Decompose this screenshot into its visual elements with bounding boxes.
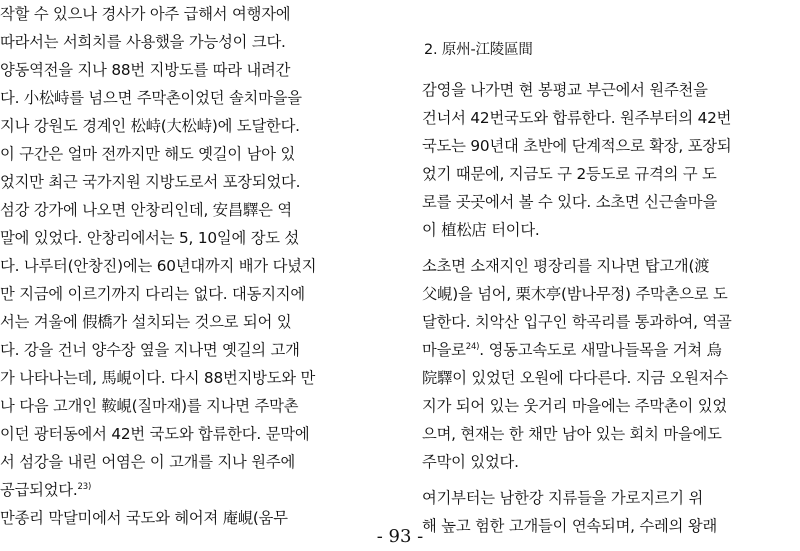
text-line: 로를 곳곳에서 볼 수 있다. 소초면 신근솔마을	[422, 193, 718, 211]
paragraph	[0, 196, 380, 504]
text-line: 으며, 현재는 한 채만 남아 있는 회치 마을에도	[422, 425, 722, 443]
text-line: 말에 있었다. 안창리에서는 5, 10일에 장도 섰	[0, 229, 300, 247]
text-line: 다. 강을 건너 양수장 옆을 지나면 옛길의 고개	[0, 341, 300, 359]
paragraph	[0, 0, 380, 56]
text-line: 서 섬강을 내린 어염은 이 고개를 지나 원주에	[0, 453, 296, 471]
text-line: 지나 강원도 경계인 松峙(大松峙)에 도달한다.	[0, 117, 300, 135]
text-line: 주막이 있었다.	[422, 453, 519, 471]
text-line: 나 다음 고개인 鞍峴(질마재)를 지나면 주막촌	[0, 397, 299, 415]
text-line: 따라서는 서희치를 사용했을 가능성이 크다.	[0, 33, 286, 51]
text-line: 다. 나루터(안창진)에는 60년대까지 배가 다녔지	[0, 257, 317, 275]
text-line: 양동역전을 지나 88번 지방도를 따라 내려간	[0, 61, 291, 79]
paragraph-gap	[422, 476, 800, 484]
text-line: 달한다. 치악산 입구인 학곡리를 통과하여, 역골	[422, 313, 732, 331]
text-line: 었기 때문에, 지금도 구 2등도로 규격의 구 도	[422, 165, 717, 183]
footnote-marker: 24)	[465, 341, 480, 352]
page-number: - 93 -	[376, 526, 424, 547]
text-line: 이 구간은 얼마 전까지만 해도 옛길이 남아 있	[0, 145, 296, 163]
text-fragment: 공급되었다.	[0, 481, 78, 499]
text-line: 작할 수 있으나 경사가 아주 급해서 여행자에	[0, 5, 291, 23]
text-line: 었지만 최근 국가지원 지방도로서 포장되었다.	[0, 173, 301, 191]
text-line: 만종리 막달미에서 국도와 헤어져 庵峴(움무	[0, 509, 288, 527]
paragraph	[0, 56, 380, 196]
text-line: 지가 되어 있는 웃거리 마을에는 주막촌이 있었	[422, 397, 727, 415]
text-line: 서는 겨울에 假橋가 설치되는 것으로 되어 있	[0, 313, 292, 331]
paragraph	[422, 252, 800, 476]
text-line: 소초면 소재지인 평장리를 지나면 탑고개(渡	[422, 257, 710, 275]
text-line: 마을로$^{24)}$. 영동고속도로 새말나들목을 거쳐 烏	[422, 341, 722, 359]
text-line: 父峴)을 넘어, 栗木亭(밤나무정) 주막촌으로 도	[422, 285, 728, 303]
left-column	[0, 0, 380, 532]
section-heading: 2. 原州-江陵區間	[424, 42, 533, 58]
text-fragment: 영동고속도로 새말나들목을 거쳐 烏	[488, 341, 722, 359]
text-line: 섬강 강가에 나오면 안창리인데, 安昌驛은 역	[0, 201, 292, 219]
text-line	[0, 476, 380, 504]
text-line: 이던 광터동에서 42번 국도와 합류한다. 문막에	[0, 425, 310, 443]
text-fragment: 마을로	[422, 341, 466, 359]
right-column	[422, 38, 800, 540]
text-line: 여기부터는 남한강 지류들을 가로지르기 위	[422, 489, 704, 507]
text-line: 만 지금에 이르기까지 다리는 없다. 대동지지에	[0, 285, 305, 303]
text-line: 해 높고 험한 고개들이 연속되며, 수레의 왕래	[422, 517, 718, 535]
paragraph	[422, 76, 800, 244]
text-line: 가 나타나는데, 馬峴이다. 다시 88번지방도와 만	[0, 369, 316, 387]
text-line: 이 植松店 터이다.	[422, 221, 540, 239]
text-line: 국도는 90년대 초반에 단계적으로 확장, 포장되	[422, 137, 732, 155]
text-line: 감영을 나가면 현 봉평교 부근에서 원주천을	[422, 81, 708, 99]
paragraph-gap	[422, 244, 800, 252]
text-line: 院驛이 있었던 오원에 다다른다. 지금 오원저수	[422, 369, 728, 387]
footnote-marker: 23)	[77, 481, 92, 492]
text-line: 건너서 42번국도와 합류한다. 원주부터의 42번	[422, 109, 732, 127]
text-line: 다. 小松峙를 넘으면 주막촌이었던 솔치마을을	[0, 89, 302, 107]
